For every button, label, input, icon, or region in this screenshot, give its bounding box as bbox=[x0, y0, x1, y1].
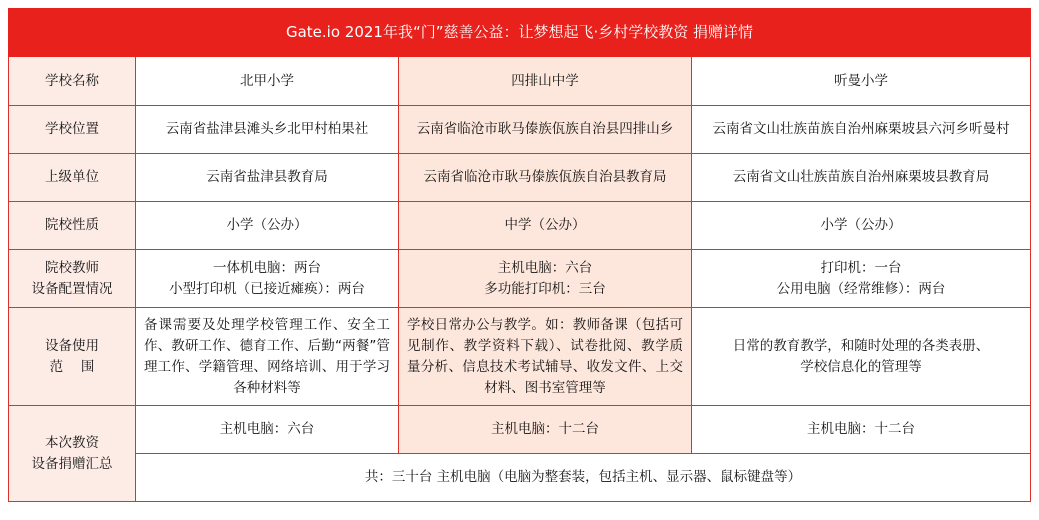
row-school-location bbox=[9, 106, 1031, 154]
row-donation bbox=[9, 406, 1031, 454]
school-2-nature: 中学（公办） bbox=[399, 202, 692, 250]
school-1-equipment-item-1: 一体机电脑：两台 bbox=[213, 259, 321, 276]
title-row bbox=[9, 9, 1031, 57]
row-usage-scope bbox=[9, 308, 1031, 406]
row-equipment bbox=[9, 250, 1031, 308]
row-school-name bbox=[9, 57, 1031, 106]
school-2-equipment-item-2: 多功能打印机：三台 bbox=[484, 280, 606, 297]
label-equipment-line-1: 院校教师 bbox=[45, 259, 99, 276]
school-3-equipment bbox=[692, 250, 1031, 308]
label-equipment bbox=[9, 250, 136, 308]
school-2-superior: 云南省临沧市耿马傣族佤族自治县教育局 bbox=[399, 154, 692, 202]
school-3-location: 云南省文山壮族苗族自治州麻栗坡县六河乡听曼村 bbox=[692, 106, 1031, 154]
label-equipment-line-2: 设备配置情况 bbox=[31, 280, 113, 297]
donation-total: 共：三十台 主机电脑（电脑为整套装，包括主机、显示器、鼠标键盘等） bbox=[136, 454, 1031, 502]
school-3-nature: 小学（公办） bbox=[692, 202, 1031, 250]
school-1-equipment bbox=[136, 250, 399, 308]
school-1-equipment-item-2: 小型打印机（已接近瘫痪）：两台 bbox=[169, 280, 365, 297]
row-total bbox=[9, 454, 1031, 502]
table-title: Gate.io 2021年我“门”慈善公益：让梦想起飞·乡村学校教资 捐赠详情 bbox=[9, 9, 1031, 57]
label-usage-scope bbox=[9, 308, 136, 406]
school-3-equipment-item-2: 公用电脑（经常维修）：两台 bbox=[776, 280, 946, 297]
school-2-location: 云南省临沧市耿马傣族佤族自治县四排山乡 bbox=[399, 106, 692, 154]
label-superior-unit: 上级单位 bbox=[9, 154, 136, 202]
row-superior-unit bbox=[9, 154, 1031, 202]
school-3-usage: 日常的教育教学，和随时处理的各类表册、学校信息化的管理等 bbox=[692, 308, 1031, 406]
school-3-donation: 主机电脑：十二台 bbox=[692, 406, 1031, 454]
label-donation-line-1: 本次教资 bbox=[45, 434, 99, 451]
school-1-donation: 主机电脑：六台 bbox=[136, 406, 399, 454]
school-1-usage: 备课需要及处理学校管理工作、安全工作、教研工作、德育工作、后勤“两餐”管理工作、学籍管理、网络培训、用于学习各种材料等 bbox=[136, 308, 399, 406]
label-school-name: 学校名称 bbox=[9, 57, 136, 106]
label-school-nature: 院校性质 bbox=[9, 202, 136, 250]
school-2-equipment bbox=[399, 250, 692, 308]
school-1-superior: 云南省盐津县教育局 bbox=[136, 154, 399, 202]
school-2-donation: 主机电脑：十二台 bbox=[399, 406, 692, 454]
school-2-equipment-item-1: 主机电脑：六台 bbox=[497, 259, 593, 276]
school-3-equipment-item-1: 打印机：一台 bbox=[820, 259, 902, 276]
donation-details-table bbox=[8, 8, 1031, 502]
label-usage-line-1: 设备使用 bbox=[45, 337, 99, 354]
label-usage-line-2: 范 围 bbox=[49, 358, 95, 375]
school-1-name: 北甲小学 bbox=[136, 57, 399, 106]
school-1-nature: 小学（公办） bbox=[136, 202, 399, 250]
label-donation-line-2: 设备捐赠汇总 bbox=[31, 455, 113, 472]
label-school-location: 学校位置 bbox=[9, 106, 136, 154]
row-school-nature bbox=[9, 202, 1031, 250]
label-donation-summary bbox=[9, 406, 136, 502]
donation-details-table-wrapper bbox=[8, 8, 1030, 502]
school-2-usage: 学校日常办公与教学。如：教师备课（包括可见制作、教学资料下载）、试卷批阅、教学质量分析、信息技术考试辅导、收发文件、上交材料、图书室管理等 bbox=[399, 308, 692, 406]
school-3-superior: 云南省文山壮族苗族自治州麻栗坡县教育局 bbox=[692, 154, 1031, 202]
school-1-location: 云南省盐津县滩头乡北甲村柏果社 bbox=[136, 106, 399, 154]
school-3-name: 听曼小学 bbox=[692, 57, 1031, 106]
school-2-name: 四排山中学 bbox=[399, 57, 692, 106]
